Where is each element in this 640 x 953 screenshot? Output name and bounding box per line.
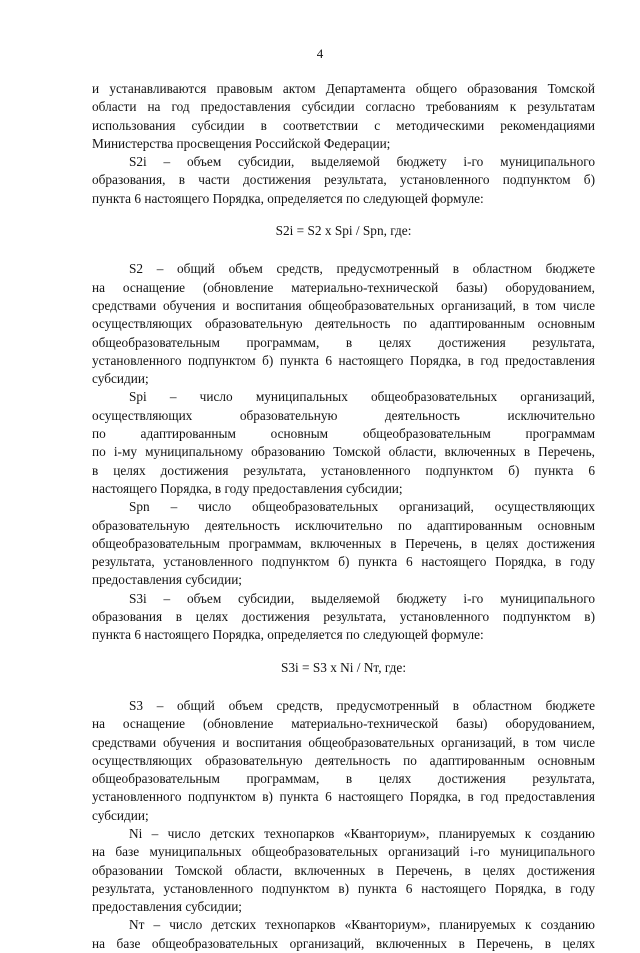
formula: S3i = S3 x Ni / Nт, где: xyxy=(280,659,407,675)
page-number: 4 xyxy=(316,46,324,61)
text-line: средствами обучения и воспитания общеобразовательных организаций, в том числе xyxy=(92,734,595,750)
paragraph xyxy=(92,260,595,388)
paragraph xyxy=(92,825,595,916)
formula: S2i = S2 x Spi / Spn, где: xyxy=(275,223,412,239)
text-line: на оснащение (обновление материально-технической базы) оборудованием, xyxy=(92,716,595,732)
text-line: по адаптированным основным общеобразовательным программам xyxy=(92,426,595,442)
text-line: установленного подпунктом б) пункта 6 настоящего Порядка, в год предоставления xyxy=(92,352,595,368)
text-line: области на год предоставления субсидии согласно требованиям к результатам xyxy=(92,99,595,115)
text-line: общеобразовательным программам, включенных в Перечень, в целях достижения xyxy=(92,535,595,551)
text-line: образования в целях достижения результата, установленного подпунктом в) xyxy=(92,609,595,625)
text-line: предоставления субсидии; xyxy=(92,572,242,588)
text-line: Nт – число детских технопарков «Кванториум», планируемых к созданию xyxy=(129,917,595,933)
paragraph xyxy=(92,697,595,825)
spacer xyxy=(92,645,595,659)
text-line: общеобразовательным программам, в целях достижения результата, xyxy=(92,771,595,787)
text-line: образования, в части достижения результата, установленного подпунктом б) xyxy=(92,172,595,188)
text-line: S3 – общий объем средств, предусмотренный в областном бюджете xyxy=(129,697,595,713)
text-line: средствами обучения и воспитания общеобразовательных организаций, в том числе xyxy=(92,297,595,313)
text-line: по i-му муниципальному образованию Томской области, включенных в Перечень, xyxy=(92,444,595,460)
paragraph xyxy=(92,80,595,153)
text-line: Ni – число детских технопарков «Кванториум», планируемых к созданию xyxy=(129,825,595,841)
text-line: S2i – объем субсидии, выделяемой бюджету i-го муниципального xyxy=(129,154,595,170)
paragraph xyxy=(92,916,595,953)
text-line: и устанавливаются правовым актом Департамента общего образования Томской xyxy=(92,81,595,96)
text-line: субсидии; xyxy=(92,807,149,823)
text-line: осуществляющих образовательную деятельность по адаптированным основным xyxy=(92,752,595,768)
text-line: предоставления субсидии; xyxy=(92,899,242,915)
text-line: на базе общеобразовательных организаций, включенных в Перечень, в целях xyxy=(92,935,595,951)
paragraph xyxy=(92,388,595,498)
spacer xyxy=(92,677,595,697)
text-line: в целях достижения результата, установленного подпунктом б) пункта 6 xyxy=(92,462,595,478)
spacer xyxy=(92,240,595,260)
paragraph xyxy=(92,590,595,645)
text-line: пункта 6 настоящего Порядка, определяется по следующей формуле: xyxy=(92,190,484,206)
text-line: Spn – число общеобразовательных организаций, осуществляющих xyxy=(129,499,595,515)
text-line: S2 – общий объем средств, предусмотренный в областном бюджете xyxy=(129,261,595,277)
text-line: субсидии; xyxy=(92,371,149,387)
text-line: Spi – число муниципальных общеобразовательных организаций, xyxy=(129,389,595,405)
text-line: общеобразовательным программам, в целях достижения результата, xyxy=(92,334,595,350)
text-line: установленного подпунктом в) пункта 6 настоящего Порядка, в год предоставления xyxy=(92,789,595,805)
text-line: настоящего Порядка, в году предоставления субсидии; xyxy=(92,480,403,496)
text-line: пункта 6 настоящего Порядка, определяется по следующей формуле: xyxy=(92,627,484,643)
spacer xyxy=(92,208,595,222)
text-line: образовательную деятельность исключительно по адаптированным основным xyxy=(92,517,595,533)
text-line: использования субсидии в соответствии с методическими рекомендациями xyxy=(92,117,595,133)
text-line: образовании Томской области, включенных в Перечень, в целях достижения xyxy=(92,862,595,878)
text-line: S3i – объем субсидии, выделяемой бюджету i-го муниципального xyxy=(129,590,595,606)
document-body xyxy=(92,80,595,953)
text-line: на оснащение (обновление материально-технической базы) оборудованием, xyxy=(92,279,595,295)
text-line: результата, установленного подпунктом в) пункта 6 настоящего Порядка, в году xyxy=(92,880,595,896)
text-line: Министерства просвещения Российской Федерации; xyxy=(92,135,391,151)
text-line: результата, установленного подпунктом б) пункта 6 настоящего Порядка, в году xyxy=(92,554,595,570)
text-line: осуществляющих образовательную деятельность по адаптированным основным xyxy=(92,316,595,332)
paragraph xyxy=(92,498,595,589)
text-line: осуществляющих образовательную деятельность исключительно xyxy=(92,407,595,423)
text-line: на базе муниципальных общеобразовательных организаций i-го муниципального xyxy=(92,844,595,860)
paragraph xyxy=(92,153,595,208)
